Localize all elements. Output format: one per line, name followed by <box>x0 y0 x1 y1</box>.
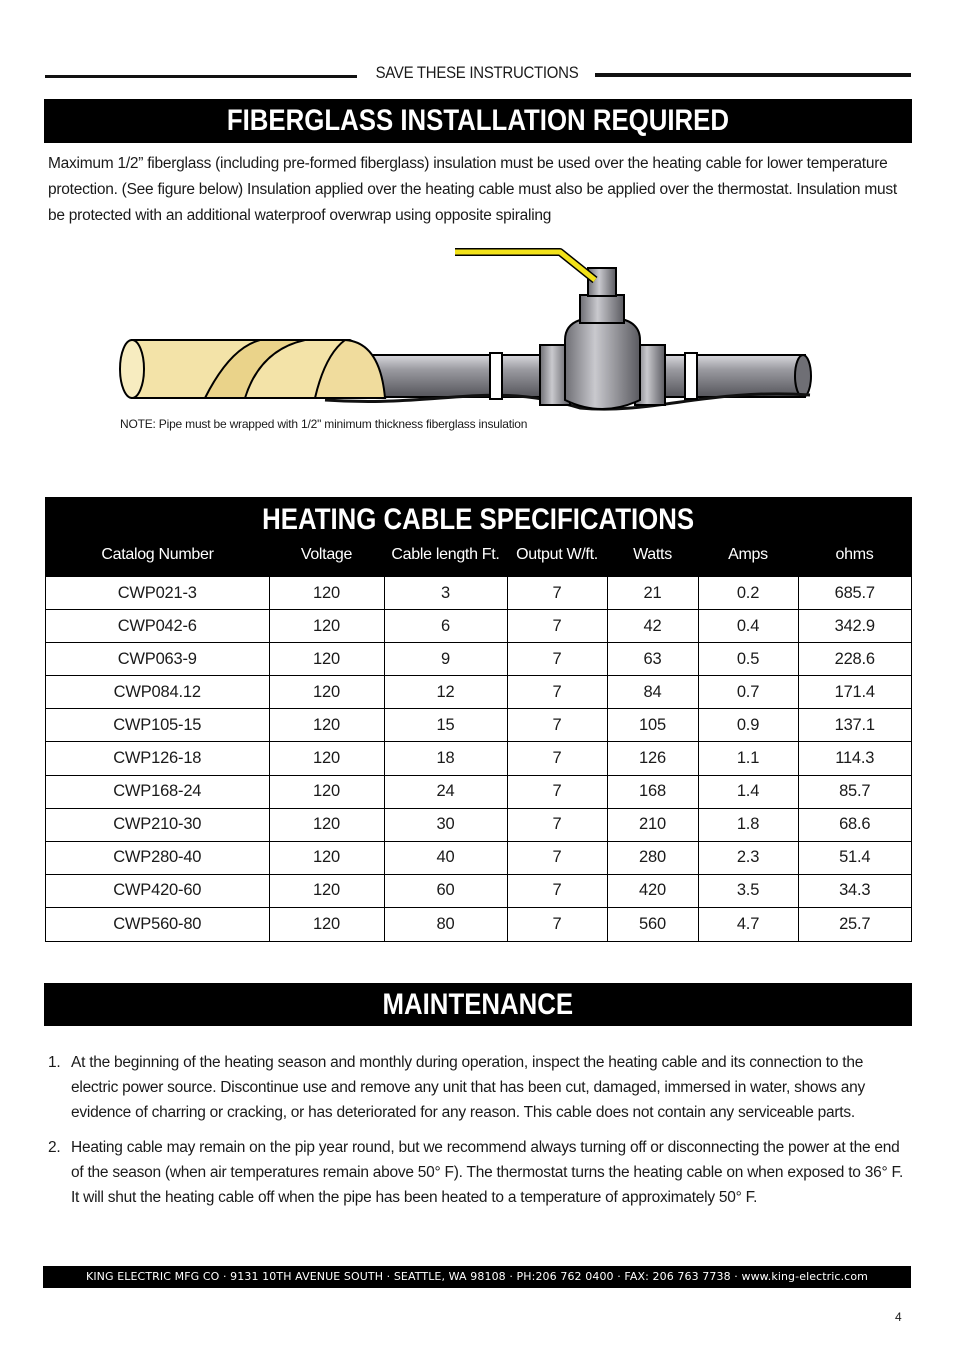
table-cell: 7 <box>507 643 607 676</box>
table-cell: 40 <box>384 841 507 874</box>
table-cell: 80 <box>384 907 507 940</box>
list-item-number: 2. <box>48 1139 61 1156</box>
table-cell: 1.1 <box>698 742 798 775</box>
column-headers <box>46 546 911 570</box>
divider-left <box>45 75 357 78</box>
column-header: Voltage <box>300 546 353 563</box>
table-cell: 3 <box>384 577 507 610</box>
table-row <box>46 841 911 874</box>
table-cell: 168 <box>607 775 698 808</box>
table-cell: 420 <box>607 874 698 907</box>
table-cell: 6 <box>384 610 507 643</box>
table-cell: 171.4 <box>798 676 911 709</box>
table-cell: CWP063-9 <box>46 643 269 676</box>
table-cell: 9 <box>384 643 507 676</box>
table-cell: 120 <box>269 907 384 940</box>
table-cell: 120 <box>269 775 384 808</box>
table-header <box>46 498 911 576</box>
table-cell: 25.7 <box>798 907 911 940</box>
table-cell: 7 <box>507 676 607 709</box>
table-cell: 280 <box>607 841 698 874</box>
table-cell: 114.3 <box>798 742 911 775</box>
table-row <box>46 907 911 940</box>
table-cell: 51.4 <box>798 841 911 874</box>
table-cell: 84 <box>607 676 698 709</box>
table-cell: 7 <box>507 742 607 775</box>
table-cell: CWP280-40 <box>46 841 269 874</box>
save-instructions-row <box>45 63 911 87</box>
table-cell: 120 <box>269 577 384 610</box>
table-cell: CWP042-6 <box>46 610 269 643</box>
table-row <box>46 577 911 610</box>
table-cell: 120 <box>269 808 384 841</box>
column-header: Catalog Number <box>101 546 214 563</box>
table-cell: CWP420-60 <box>46 874 269 907</box>
table-cell: 7 <box>507 907 607 940</box>
column-header: Amps <box>728 546 768 563</box>
save-instructions-label: SAVE THESE INSTRUCTIONS <box>375 63 579 82</box>
table-cell: 7 <box>507 808 607 841</box>
table-cell: 105 <box>607 709 698 742</box>
table-cell: 4.7 <box>698 907 798 940</box>
table-cell: 2.3 <box>698 841 798 874</box>
table-cell: 0.7 <box>698 676 798 709</box>
table-cell: CWP021-3 <box>46 577 269 610</box>
table-cell: 7 <box>507 709 607 742</box>
divider-right <box>595 73 911 77</box>
company-footer: KING ELECTRIC MFG CO · 9131 10TH AVENUE SOUTH · SEATTLE, WA 98108 · PH:206 762 0400 · FAX: 206 763 7738 · www.king-electric.com <box>43 1266 911 1288</box>
column-header: Watts <box>633 546 672 563</box>
table-cell: 137.1 <box>798 709 911 742</box>
table-cell: 210 <box>607 808 698 841</box>
table-title: HEATING CABLE SPECIFICATIONS <box>262 503 695 536</box>
table-cell: 42 <box>607 610 698 643</box>
table-cell: CWP168-24 <box>46 775 269 808</box>
table-cell: 1.4 <box>698 775 798 808</box>
table-cell: 0.4 <box>698 610 798 643</box>
table-cell: 120 <box>269 610 384 643</box>
table-cell: 120 <box>269 643 384 676</box>
table-cell: 15 <box>384 709 507 742</box>
table-cell: 120 <box>269 874 384 907</box>
list-item <box>48 1135 908 1210</box>
table-cell: 120 <box>269 742 384 775</box>
page-number: 4 <box>895 1310 902 1324</box>
table-row <box>46 610 911 643</box>
table-cell: CWP105-15 <box>46 709 269 742</box>
table-cell: 1.8 <box>698 808 798 841</box>
table-cell: 18 <box>384 742 507 775</box>
figure-note: NOTE: Pipe must be wrapped with 1/2" minimum thickness fiberglass insulation <box>120 417 528 431</box>
table-cell: 24 <box>384 775 507 808</box>
table-cell: 0.2 <box>698 577 798 610</box>
table-cell: 21 <box>607 577 698 610</box>
table-row <box>46 775 911 808</box>
table-row <box>46 808 911 841</box>
list-item-text: Heating cable may remain on the pip year round, but we recommend always turning off or disconnecting the power at the end of the season (when air temperatures remain above 50° F). The thermostat turns the heating cable on when exposed to 36° F. It will shut the heating cable off when the pipe has been heated to a temperature of approximately 50° F. <box>71 1139 904 1206</box>
table-cell: 3.5 <box>698 874 798 907</box>
table-cell: 12 <box>384 676 507 709</box>
fiberglass-instructions: Maximum 1/2” fiberglass (including pre-formed fiberglass) insulation must be used over the heating cable for lower temperature protection. (See figure below) Insulation applied over the heating cable must also be applied over the thermostat. Insulation must be protected with an additional waterproof overwrap using opposite spiraling <box>48 155 897 224</box>
column-header: Output W/ft. <box>516 546 598 563</box>
list-item-number: 1. <box>48 1054 61 1071</box>
column-header: Cable length Ft. <box>391 546 500 563</box>
list-item <box>48 1050 908 1125</box>
table-cell: 120 <box>269 676 384 709</box>
insulated-pipe-valve-illustration <box>110 240 820 440</box>
table-cell: 7 <box>507 610 607 643</box>
table-cell: 63 <box>607 643 698 676</box>
table-cell: 30 <box>384 808 507 841</box>
table-cell: 685.7 <box>798 577 911 610</box>
table-cell: 228.6 <box>798 643 911 676</box>
table-row <box>46 874 911 907</box>
table-cell: 34.3 <box>798 874 911 907</box>
table-cell: 342.9 <box>798 610 911 643</box>
column-header: ohms <box>835 546 874 563</box>
valve-body <box>565 320 640 409</box>
heating-cable-specifications-table <box>45 497 912 942</box>
table-cell: 85.7 <box>798 775 911 808</box>
table-cell: 0.5 <box>698 643 798 676</box>
table-row <box>46 643 911 676</box>
table-cell: 0.9 <box>698 709 798 742</box>
list-item-text: At the beginning of the heating season and monthly during operation, inspect the heating cable and its connection to the electric power source. Discontinue use and remove any unit that has been cut, damaged, immersed in water, shows any evidence of charring or cracking, or has deteriorated for any reason. This cable does not contain any serviceable parts. <box>71 1054 866 1121</box>
table-cell: 7 <box>507 775 607 808</box>
table-cell: CWP560-80 <box>46 907 269 940</box>
maintenance-section-title: MAINTENANCE <box>44 983 912 1026</box>
table-cell: 60 <box>384 874 507 907</box>
table-cell: 7 <box>507 577 607 610</box>
table-cell: 120 <box>269 709 384 742</box>
table-cell: CWP084.12 <box>46 676 269 709</box>
fiberglass-section-title: FIBERGLASS INSTALLATION REQUIRED <box>44 99 912 143</box>
table-cell: CWP210-30 <box>46 808 269 841</box>
table-cell: 7 <box>507 874 607 907</box>
table-row <box>46 742 911 775</box>
table-cell: 126 <box>607 742 698 775</box>
table-row <box>46 709 911 742</box>
table-cell: 7 <box>507 841 607 874</box>
spec-rows <box>46 576 911 941</box>
table-cell: 120 <box>269 841 384 874</box>
table-cell: 560 <box>607 907 698 940</box>
table-cell: 68.6 <box>798 808 911 841</box>
maintenance-list <box>48 1050 908 1220</box>
table-row <box>46 676 911 709</box>
table-cell: CWP126-18 <box>46 742 269 775</box>
